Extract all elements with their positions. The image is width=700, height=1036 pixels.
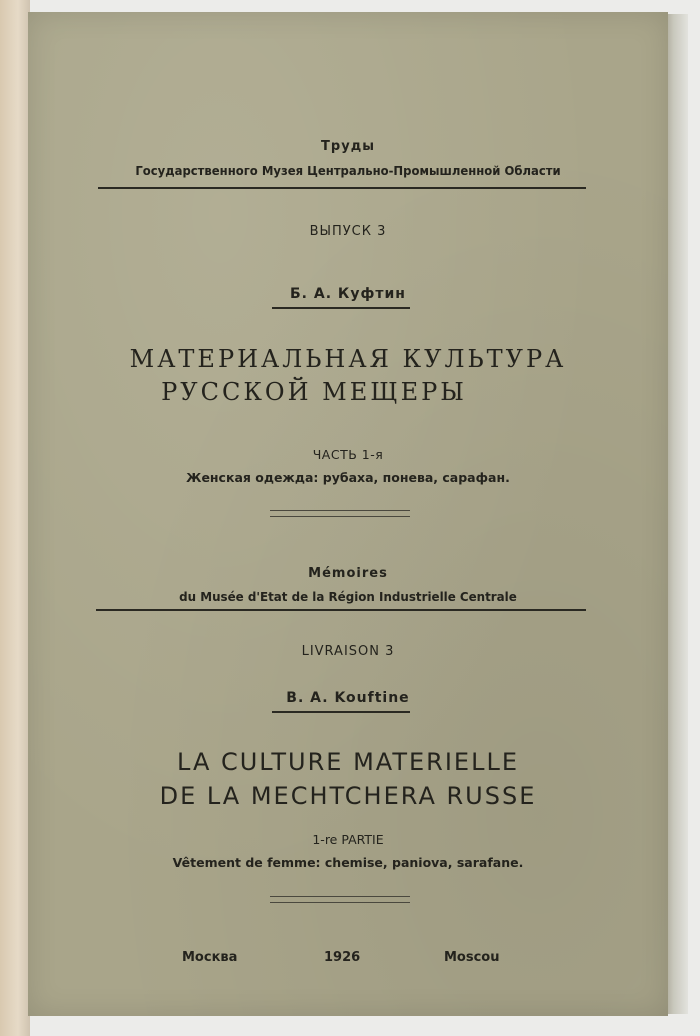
- series-subtitle-ru: Государственного Музея Центрально-Промышленной Области: [135, 163, 561, 178]
- imprint-year: 1926: [324, 950, 361, 965]
- subtitle-fr: Vêtement de femme: chemise, paniova, sarafane.: [172, 855, 524, 870]
- imprint-city-fr: Moscou: [444, 950, 500, 965]
- book-edge: [0, 0, 30, 1036]
- issue-number-fr: LIVRAISON 3: [301, 644, 395, 659]
- subtitle-ru: Женская одежда: рубаха, понева, сарафан.: [186, 470, 510, 485]
- series-title-ru: Труды: [321, 139, 375, 154]
- imprint-city-ru: Москва: [182, 950, 238, 965]
- part-label-ru: ЧАСТЬ 1-я: [312, 447, 384, 462]
- author-underline: [272, 307, 410, 309]
- divider: [98, 187, 586, 189]
- issue-number-ru: ВЫПУСК 3: [309, 224, 387, 239]
- part-label-fr: 1-re PARTIE: [312, 832, 384, 847]
- author-fr: B. A. Kouftine: [286, 690, 410, 706]
- title-line-1-ru: МАТЕРИАЛЬНАЯ КУЛЬТУРА: [129, 345, 567, 373]
- divider: [96, 609, 586, 611]
- author-underline: [272, 711, 410, 713]
- title-line-2-fr: DE LA MECHTCHERA RUSSE: [159, 782, 537, 810]
- title-page: [28, 12, 668, 1016]
- title-line-1-fr: LA CULTURE MATERIELLE: [177, 748, 519, 776]
- title-line-2-ru: РУССКОЙ МЕЩЕРЫ: [161, 378, 467, 406]
- author-ru: Б. А. Куфтин: [290, 286, 406, 302]
- series-subtitle-fr: du Musée d'Etat de la Région Industrielle Centrale: [179, 589, 517, 604]
- series-title-fr: Mémoires: [308, 566, 388, 581]
- ornamental-divider: [270, 510, 410, 517]
- ornamental-divider: [270, 896, 410, 903]
